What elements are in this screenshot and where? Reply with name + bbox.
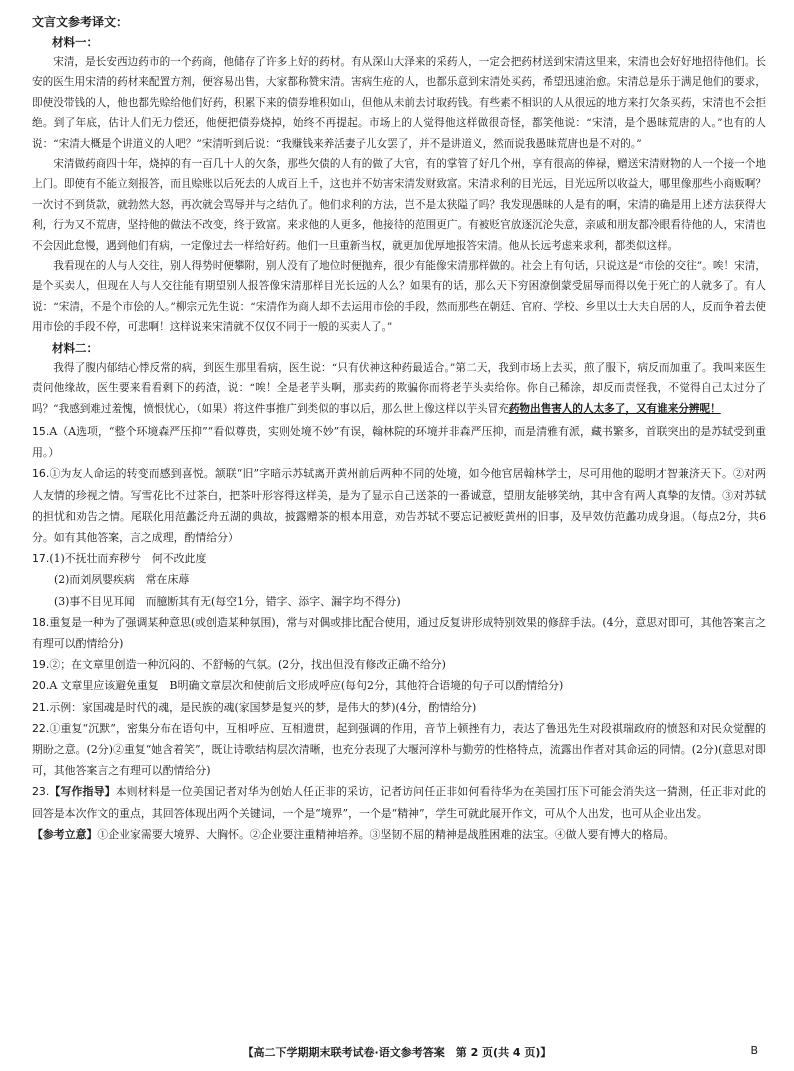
answer-20: 20.A 文章里应该避免重复 B明确文章层次和使前后文形成呼应(每句2分，其他符合语境的句子可以酌情给分)	[32, 679, 564, 693]
page-footer: 【高二下学期期末联考试卷·语文参考答案 第 2 页(共 4 页)】	[242, 1046, 552, 1059]
material2-title: 材料二：	[52, 340, 98, 355]
reference-ideas-label: 【参考立意】	[32, 827, 98, 841]
answer-16: 16.①为友人命运的转变而感到喜悦。颔联“旧”字暗示苏轼离开黄州前后两种不同的处境，如今他官居翰林学士，尽可用他的聪明才智兼济天下。②对两人友情的珍视之情。写雪花比不过茶白，把茶叶形容得这样美，是为了显示自己送茶的一番诚意，望朋友能够笑纳，其中含有两人真挚的友情。③对苏轼的担忧和劝告之情。尾联化用范蠡泛舟五湖的典故，披露赠茶的根本用意，劝告苏轼不要忘记被贬黄州的旧事，及早效仿范蠡功成身退。（每点2分，共6分。如有其他答案，言之成理，酌情给分）	[32, 467, 766, 544]
material1-para-3: 我看现在的人与人交往，别人得势时便攀附，别人没有了地位时便抛弃，很少有能像宋清那样做的。社会上有句话，只说这是“市侩的交往”。唉！宋清，是个买卖人，但现在人与人交往能有期望别人报答像宋清那样目光长远的人么？如果有的话，那么天下穷困潦倒蒙受屈辱而得以免于死亡的人就多了。有人说：“宋清，不是个市侩的人。”柳宗元先生说：“宋清作为商人却不去运用市侩的手段，然而那些在朝廷、官府、学校、乡里以士大夫自居的人，反而争着去使用市侩的手段不停，可悲啊！这样说来宋清就不仅仅不同于一般的买卖人了。”	[32, 260, 766, 334]
answer-21: 21.示例：家国魂是时代的魂，是民族的魂(家国梦是复兴的梦，是伟大的梦)(4分，酌情给分)	[32, 700, 477, 714]
answer-17: 17.(1)不抚壮而弃秽兮 何不改此度	[32, 552, 207, 566]
answer-19: 19.②；在文章里创造一种沉闷的、不舒畅的气氛。(2分，找出但没有修改正确不给分)	[32, 658, 446, 672]
material1-para-2: 宋清做药商四十年，烧掉的有一百几十人的欠条，那些欠债的人有的做了大官，有的掌管了好几个州，享有很高的俸禄，赠送宋清财物的人一个接一个地上门。即使有不能立刻报答，而且赊账以后死去的人成百上千，这也并不妨害宋清发财致富。宋清求利的目光远，目光远所以收益大，哪里像那些小商贩啊？一次讨不到货款，就勃然大怒，再次就会骂辱并与之结仇了。他们求利的方法，岂不是太狭隘了吗？我发现愚昧的人是有的啊，宋清的确是用上述方法获得大利，行为又不荒唐，坚持他的做法不改变，终于致富。来求他的人更多，他接待的范围更广。有被贬官放逐沉沦失意，亲戚和朋友都冷眼看待他的人，宋清也不会因此怠慢，遇到他们有病，一定像过去一样给好药。他们一旦重新当权，就更加优厚地报答宋清。他从长远考虑来求利，都类似这样。	[32, 158, 766, 252]
page-content	[32, 12, 766, 845]
answers-list	[32, 421, 766, 845]
translation-block	[32, 32, 766, 419]
answer-17-line-3: (3)事不目见耳闻 而臆断其有无(每空1分，错字、添字、漏字均不得分)	[54, 594, 401, 608]
answer-23-ideas: 【参考立意】①企业家需要大境界、大胸怀。②企业要注重精神培养。③坚韧不屈的精神是战胜困难的法宝。④做人要有博大的格局。	[32, 827, 675, 841]
answer-18: 18.重复是一种为了强调某种意思(或创造某种氛围)，常与对偶或排比配合使用，通过反复讲形成特别效果的修辞手法。(4分，意思对即可，其他答案言之有理可以酌情给分)	[32, 615, 767, 650]
section-title: 文言文参考译文：	[32, 15, 129, 29]
material1-title: 材料一：	[52, 35, 98, 49]
version-mark: B	[750, 1044, 758, 1057]
material1-para-1: 宋清，是长安西边药市的一个药商，他储存了许多上好的药材。有从深山大泽来的采药人，一定会把药材送到宋清这里来，宋清也会好好地招待他们。长安的医生用宋清的药材来配置方剂，便容易出售，大家都称赞宋清。害病生疮的人，也都乐意到宋清处买药，希望迅速治愈。宋清总是乐于满足他们的要求，即使没带钱的人，他也都先赊给他们好药，积累下来的债券堆积如山，但他从未前去讨取药钱。有些素不相识的人从很远的地方来打欠条买药，宋清也不会拒绝。到了年底，估计人们无力偿还，他便把债券烧掉，始终不再提起。市场上的人觉得他这样做很奇怪，都笑他说：“宋清，是个愚昧荒唐的人。”也有的人说：“宋清大概是个讲道义的人吧？”宋清听到后说：“我赚钱来养活妻子儿女罢了，并不是讲道义，然而说我愚昧荒唐也是不对的。”	[32, 56, 766, 150]
answer-22: 22.①重复“沉默”，密集分布在语句中，互相呼应、互相遗贯，起到强调的作用，音节上顿挫有力，表达了鲁迅先生对段祺瑞政府的愤怒和对民众觉醒的期盼之意。(2分)②重复“她含着笑”，既让诗歌结构层次清晰，也充分表现了大堰河淳朴与勤劳的性格特点，流露出作者对其命运的同情。(2分)(意思对即可，其他答案言之有理可以酌情给分)	[32, 721, 766, 778]
writing-guide-label: 【写作指导】	[49, 785, 116, 799]
material2-para	[32, 358, 766, 419]
answer-15: 15.A（A选项，“整个环境森严压抑”“看似尊贵，实则处境不妙”有误，翰林院的环境并非森严压抑，而是清雅有派，藏书繁多，首联突出的是苏轼受到重用。）	[32, 424, 766, 460]
material2-text: 我得了腹内郁结心悸反常的病，到医生那里看病，医生说：“只有伏神这种药最适合。”第二天，我到市场上去买，煎了服下，病反而加重了。我叫来医生责问他缘故，医生要来看看剩下的药渣，说：“唉！全是老芋头啊，那卖药的欺骗你而将老芋头卖给你。你自己稀涂，却反而责怪我，不觉得自己太过分了吗？”我感到难过羞愧，愤恨忧心，（如果）将这件事推广到类似的事以后，那么世上像这样以芋头冒充	[32, 361, 766, 415]
answer-17-line-2: (2)而刘夙婴疾病 常在床蓐	[54, 573, 190, 587]
material2-highlight: 药物出售害人的人太多了，又有谁来分辨呢！	[508, 402, 721, 415]
answer-23: 23.【写作指导】本则材料是一位美国记者对华为创始人任正非的采访，记者访问任正非如何看待华为在美国打压下可能会消失这一猜测，任正非对此的回答是本次作文的重点，其回答体现出两个关键词，一个是“境界”，一个是“精神”，学生可就此展开作文，可从个人出发，也可从企业出发。	[32, 785, 766, 820]
